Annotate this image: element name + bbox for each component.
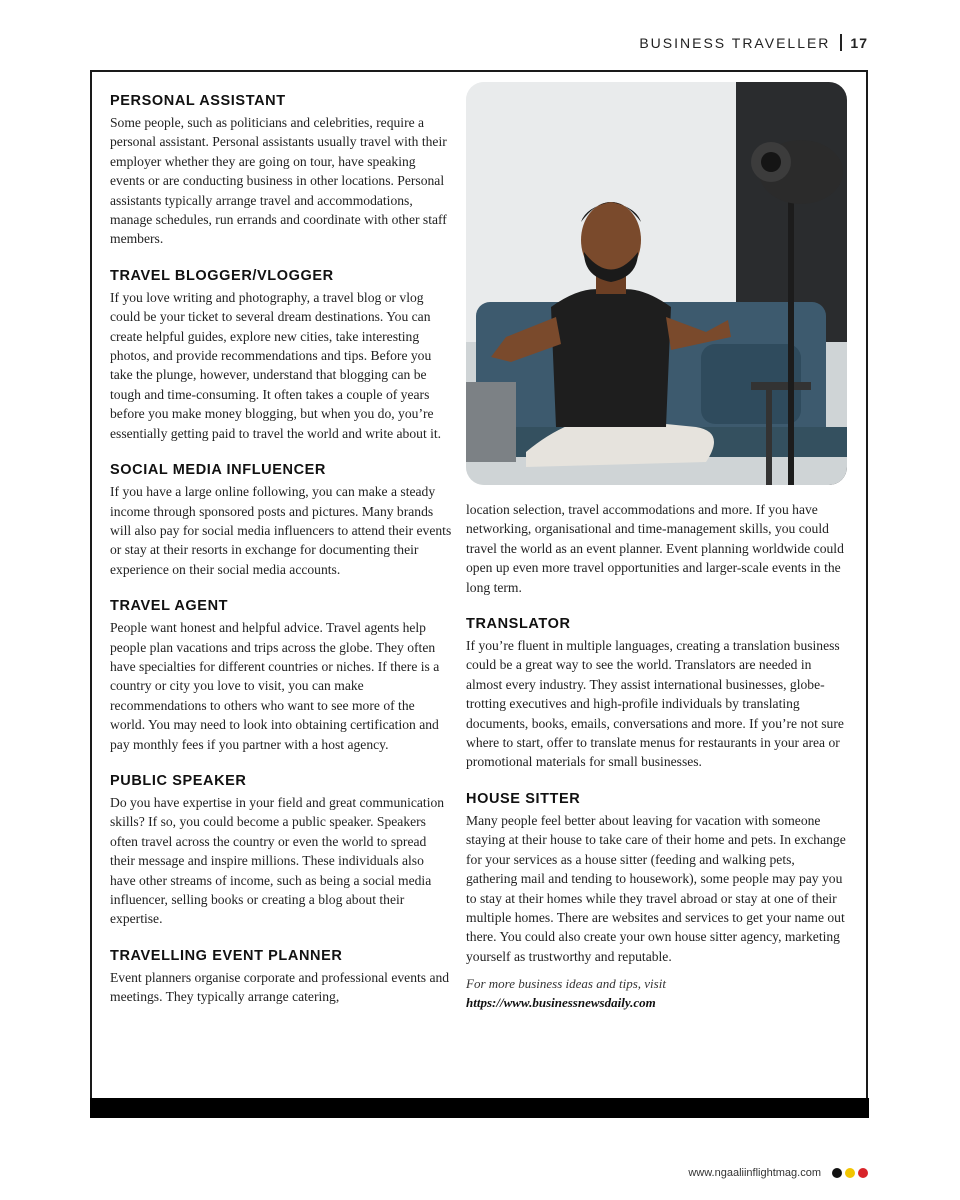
section-public-speaker (110, 772, 452, 929)
section-body: People want honest and helpful advice. Travel agents help people plan vacations and trips across the globe. They often have specialties for different countries or niches. If there is a country or city you love to visit, you can make recommendations to others who want to see more of the world. You may need to look into obtaining certification and pay monthly fees if you partner with a host agency. (110, 620, 440, 752)
source-note-text: For more business ideas and tips, visit (466, 976, 666, 992)
section-title: PUBLIC SPEAKER (110, 772, 247, 789)
section-title: SOCIAL MEDIA INFLUENCER (110, 462, 326, 479)
section-social-media-influencer (110, 461, 452, 579)
red-dot-icon (858, 1168, 868, 1178)
section-personal-assistant (110, 92, 452, 249)
article-photo (466, 82, 847, 485)
section-title: HOUSE SITTER (466, 790, 581, 807)
yellow-dot-icon (845, 1168, 855, 1178)
running-head (639, 34, 868, 51)
section-event-planner-continued (466, 500, 846, 597)
section-travelling-event-planner (110, 947, 452, 1007)
section-body: Event planners organise corporate and professional events and meetings. They typically arrange catering, (110, 969, 450, 1005)
section-body-continued: location selection, travel accommodations and more. If you have networking, organisational and time-management skills, you could travel the world as an event planner. Event planning worldwide could open up even more travel opportunities and larger-scale events in the long term. (466, 502, 844, 595)
section-body: Some people, such as politicians and celebrities, require a personal assistant. Personal assistants usually travel with their employer whether they are going on tour, have speaking events or are conducting business in other locations. Personal assistants typically arrange travel and accommodations, manage schedules, run errands and coordinate with other staff members. (110, 115, 447, 247)
page-footer (688, 1167, 868, 1179)
section-body: If you have a large online following, you can make a steady income through sponsored posts and pictures. Many brands will also pay for social media influencers to attend their events or stay at their resorts in exchange for documenting their experience on their social media accounts. (110, 484, 452, 577)
speaker-on-sofa-illustration (466, 82, 847, 485)
section-body: Many people feel better about leaving for vacation with someone staying at their house to take care of their home and pets. In exchange for your services as a house sitter (feeding and walking pets, gathering mail and tending to housework), some people may pay you to stay at their homes while they travel abroad or stay at one of their multiple homes. There are websites and services to get your name out there. You could also create your own house sitter agency, marketing yourself as trustworthy and reputable. (466, 812, 846, 964)
section-house-sitter (466, 790, 846, 966)
article-bottom-bar (90, 1098, 869, 1118)
section-translator (466, 615, 846, 772)
section-travel-blogger (110, 267, 452, 443)
section-body: If you love writing and photography, a travel blog or vlog could be your ticket to several dream destinations. You can create helpful guides, explore new cities, take interesting photos, and provide recommendations and tips. Before you take the plunge, however, understand that blogging can be tough and time-consuming. It often takes a couple of years before you make money blogging, but when you do, you’re essentially getting paid to travel the world and write about it. (110, 289, 442, 441)
section-body: Do you have expertise in your field and great communication skills? If so, you could become a public speaker. Speakers often travel across the country or even the world to spread their message and inspire millions. These individuals also have other streams of income, such as being a social media influencer, selling books or creating a blog about their expertise. (110, 794, 445, 927)
section-title: TRAVEL BLOGGER/VLOGGER (110, 267, 334, 284)
header-divider (840, 34, 842, 51)
source-note (466, 974, 846, 1012)
section-travel-agent (110, 597, 452, 754)
footer-website[interactable]: www.ngaaliinflightmag.com (688, 1167, 821, 1179)
right-column (466, 500, 846, 1012)
left-column (110, 92, 452, 1025)
black-dot-icon (832, 1168, 842, 1178)
section-title: PERSONAL ASSISTANT (110, 93, 286, 109)
page-number: 17 (850, 34, 868, 51)
section-body: If you’re fluent in multiple languages, creating a translation business could be a great way to see the world. Translators are needed in almost every industry. They assist international businesses, globe-trotting executives and high-profile individuals by translating documents, books, emails, conversations and more. If you’re not sure where to start, offer to translate menus for restaurants in your area or promotional materials for small businesses. (466, 638, 844, 770)
section-title: TRAVELLING EVENT PLANNER (110, 947, 343, 964)
publication-name: BUSINESS TRAVELLER (639, 34, 831, 51)
section-title: TRAVEL AGENT (110, 598, 229, 615)
section-title: TRANSLATOR (466, 616, 571, 633)
source-url-link[interactable]: https://www.businessnewsdaily.com (466, 995, 656, 1011)
